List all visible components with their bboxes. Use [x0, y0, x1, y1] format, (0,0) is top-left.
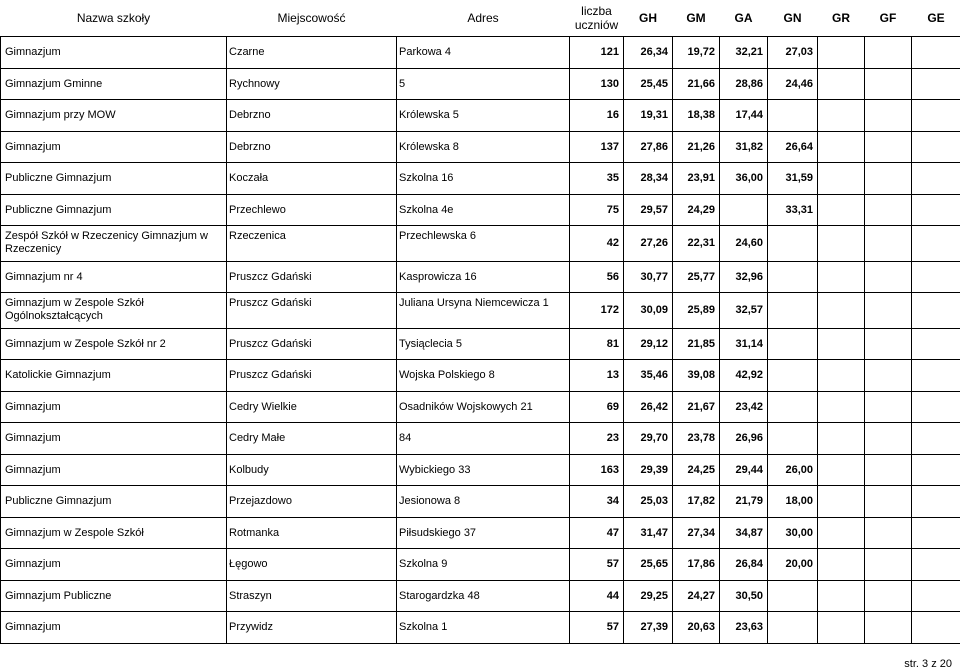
address-cell: Juliana Ursyna Niemcewicza 1	[397, 293, 570, 329]
address-cell: Szkolna 4e	[397, 194, 570, 226]
ge-cell	[912, 549, 960, 581]
gm-cell: 27,34	[673, 517, 720, 549]
town-cell: Cedry Wielkie	[227, 391, 397, 423]
address-cell: Jesionowa 8	[397, 486, 570, 518]
school-name-cell: Gimnazjum	[1, 612, 227, 644]
student-count-cell: 42	[570, 226, 624, 262]
address-cell: Królewska 5	[397, 100, 570, 132]
header-town: Miejscowość	[277, 11, 346, 25]
gm-cell: 21,67	[673, 391, 720, 423]
town-cell: Debrzno	[227, 131, 397, 163]
gh-cell: 30,77	[624, 261, 673, 293]
gf-cell	[865, 131, 912, 163]
ga-cell: 26,96	[720, 423, 768, 455]
address-cell: Przechlewska 6	[397, 226, 570, 262]
ga-cell: 23,42	[720, 391, 768, 423]
school-name-cell: Gimnazjum Publiczne	[1, 580, 227, 612]
gh-cell: 26,34	[624, 37, 673, 69]
gf-cell	[865, 226, 912, 262]
ge-cell	[912, 360, 960, 392]
address-cell: 5	[397, 68, 570, 100]
address-cell: Kasprowicza 16	[397, 261, 570, 293]
student-count-cell: 13	[570, 360, 624, 392]
address-cell: Tysiąclecia 5	[397, 328, 570, 360]
town-cell: Straszyn	[227, 580, 397, 612]
gf-cell	[865, 423, 912, 455]
ga-cell: 30,50	[720, 580, 768, 612]
school-name-cell: Publiczne Gimnazjum	[1, 163, 227, 195]
ga-cell: 32,57	[720, 293, 768, 329]
header-address: Adres	[467, 11, 499, 25]
ga-cell: 32,96	[720, 261, 768, 293]
address-cell: Starogardzka 48	[397, 580, 570, 612]
ge-cell	[912, 423, 960, 455]
town-cell: Pruszcz Gdański	[227, 360, 397, 392]
gm-cell: 17,82	[673, 486, 720, 518]
gh-cell: 25,45	[624, 68, 673, 100]
ga-cell: 23,63	[720, 612, 768, 644]
gn-cell	[768, 261, 818, 293]
gm-cell: 18,38	[673, 100, 720, 132]
header-ga: GA	[734, 11, 753, 25]
gm-cell: 25,89	[673, 293, 720, 329]
student-count-cell: 56	[570, 261, 624, 293]
town-cell: Przywidz	[227, 612, 397, 644]
gf-cell	[865, 454, 912, 486]
gn-cell: 33,31	[768, 194, 818, 226]
address-cell: Piłsudskiego 37	[397, 517, 570, 549]
ga-cell: 17,44	[720, 100, 768, 132]
table-row	[1, 261, 960, 293]
gm-cell: 23,91	[673, 163, 720, 195]
gn-cell: 18,00	[768, 486, 818, 518]
gh-cell: 29,57	[624, 194, 673, 226]
header-row	[1, 0, 960, 37]
school-name-cell: Gimnazjum	[1, 454, 227, 486]
ga-cell: 28,86	[720, 68, 768, 100]
ga-cell: 29,44	[720, 454, 768, 486]
gm-cell: 24,29	[673, 194, 720, 226]
header-gf: GF	[879, 11, 897, 25]
ge-cell	[912, 486, 960, 518]
gf-cell	[865, 549, 912, 581]
ge-cell	[912, 37, 960, 69]
table-row	[1, 454, 960, 486]
table-row	[1, 486, 960, 518]
town-cell: Kolbudy	[227, 454, 397, 486]
gh-cell: 27,26	[624, 226, 673, 262]
gf-cell	[865, 328, 912, 360]
gr-cell	[818, 580, 865, 612]
gm-cell: 19,72	[673, 37, 720, 69]
town-cell: Debrzno	[227, 100, 397, 132]
gn-cell	[768, 226, 818, 262]
gm-cell: 23,78	[673, 423, 720, 455]
gn-cell: 26,64	[768, 131, 818, 163]
student-count-cell: 81	[570, 328, 624, 360]
ge-cell	[912, 226, 960, 262]
address-cell: Szkolna 9	[397, 549, 570, 581]
table-row	[1, 68, 960, 100]
ge-cell	[912, 163, 960, 195]
gr-cell	[818, 328, 865, 360]
gr-cell	[818, 517, 865, 549]
student-count-cell: 69	[570, 391, 624, 423]
student-count-cell: 172	[570, 293, 624, 329]
ga-cell: 31,14	[720, 328, 768, 360]
student-count-cell: 16	[570, 100, 624, 132]
gh-cell: 19,31	[624, 100, 673, 132]
gm-cell: 21,85	[673, 328, 720, 360]
gn-cell: 30,00	[768, 517, 818, 549]
gf-cell	[865, 293, 912, 329]
gm-cell: 24,27	[673, 580, 720, 612]
table-row	[1, 194, 960, 226]
gf-cell	[865, 100, 912, 132]
table-row	[1, 131, 960, 163]
gh-cell: 26,42	[624, 391, 673, 423]
table-row	[1, 328, 960, 360]
ge-cell	[912, 612, 960, 644]
ga-cell: 36,00	[720, 163, 768, 195]
gh-cell: 29,70	[624, 423, 673, 455]
gf-cell	[865, 163, 912, 195]
town-cell: Pruszcz Gdański	[227, 261, 397, 293]
gm-cell: 21,26	[673, 131, 720, 163]
address-cell: Wojska Polskiego 8	[397, 360, 570, 392]
ga-cell: 26,84	[720, 549, 768, 581]
gm-cell: 25,77	[673, 261, 720, 293]
gf-cell	[865, 612, 912, 644]
school-name-cell: Gimnazjum	[1, 423, 227, 455]
gn-cell	[768, 360, 818, 392]
student-count-cell: 34	[570, 486, 624, 518]
gh-cell: 35,46	[624, 360, 673, 392]
gn-cell: 20,00	[768, 549, 818, 581]
school-name-cell: Gimnazjum	[1, 391, 227, 423]
school-name-cell: Publiczne Gimnazjum	[1, 194, 227, 226]
ge-cell	[912, 580, 960, 612]
header-count: liczba uczniów	[574, 4, 619, 32]
gm-cell: 20,63	[673, 612, 720, 644]
gf-cell	[865, 517, 912, 549]
table-row	[1, 423, 960, 455]
gf-cell	[865, 360, 912, 392]
address-cell: Szkolna 16	[397, 163, 570, 195]
town-cell: Rychnowy	[227, 68, 397, 100]
ga-cell: 42,92	[720, 360, 768, 392]
header-ge: GE	[927, 11, 945, 25]
header-gm: GM	[686, 11, 706, 25]
student-count-cell: 35	[570, 163, 624, 195]
table-row	[1, 163, 960, 195]
gr-cell	[818, 423, 865, 455]
town-cell: Pruszcz Gdański	[227, 293, 397, 329]
town-cell: Pruszcz Gdański	[227, 328, 397, 360]
gh-cell: 31,47	[624, 517, 673, 549]
gn-cell: 27,03	[768, 37, 818, 69]
town-cell: Przechlewo	[227, 194, 397, 226]
school-name-cell: Gimnazjum w Zespole Szkół	[1, 517, 227, 549]
student-count-cell: 121	[570, 37, 624, 69]
gf-cell	[865, 391, 912, 423]
student-count-cell: 163	[570, 454, 624, 486]
student-count-cell: 47	[570, 517, 624, 549]
gh-cell: 27,86	[624, 131, 673, 163]
school-name-cell: Gimnazjum	[1, 131, 227, 163]
address-cell: Królewska 8	[397, 131, 570, 163]
ge-cell	[912, 391, 960, 423]
ge-cell	[912, 100, 960, 132]
table-body	[1, 37, 960, 644]
gf-cell	[865, 37, 912, 69]
school-name-cell: Gimnazjum w Zespole Szkół nr 2	[1, 328, 227, 360]
ge-cell	[912, 131, 960, 163]
gh-cell: 25,65	[624, 549, 673, 581]
gm-cell: 17,86	[673, 549, 720, 581]
ga-cell	[720, 194, 768, 226]
school-name-cell: Gimnazjum	[1, 37, 227, 69]
ga-cell: 21,79	[720, 486, 768, 518]
header-gh: GH	[639, 11, 657, 25]
gr-cell	[818, 612, 865, 644]
gr-cell	[818, 194, 865, 226]
gr-cell	[818, 454, 865, 486]
gr-cell	[818, 37, 865, 69]
table-row	[1, 293, 960, 329]
address-cell: Szkolna 1	[397, 612, 570, 644]
gr-cell	[818, 486, 865, 518]
school-name-cell: Gimnazjum w Zespole Szkół Ogólnokształcących	[1, 293, 227, 329]
town-cell: Cedry Małe	[227, 423, 397, 455]
gn-cell	[768, 328, 818, 360]
gn-cell: 24,46	[768, 68, 818, 100]
gr-cell	[818, 226, 865, 262]
table-row	[1, 580, 960, 612]
header-gr: GR	[832, 11, 850, 25]
town-cell: Przejazdowo	[227, 486, 397, 518]
gh-cell: 29,12	[624, 328, 673, 360]
ga-cell: 31,82	[720, 131, 768, 163]
address-cell: Parkowa 4	[397, 37, 570, 69]
gr-cell	[818, 293, 865, 329]
gr-cell	[818, 163, 865, 195]
header-name: Nazwa szkoły	[76, 11, 151, 25]
table-row	[1, 612, 960, 644]
gh-cell: 29,25	[624, 580, 673, 612]
gr-cell	[818, 549, 865, 581]
school-name-cell: Gimnazjum nr 4	[1, 261, 227, 293]
gn-cell: 31,59	[768, 163, 818, 195]
town-cell: Koczała	[227, 163, 397, 195]
gr-cell	[818, 131, 865, 163]
gf-cell	[865, 194, 912, 226]
school-name-cell: Katolickie Gimnazjum	[1, 360, 227, 392]
gr-cell	[818, 360, 865, 392]
gn-cell	[768, 293, 818, 329]
ge-cell	[912, 293, 960, 329]
gf-cell	[865, 68, 912, 100]
gm-cell: 21,66	[673, 68, 720, 100]
student-count-cell: 57	[570, 612, 624, 644]
gr-cell	[818, 261, 865, 293]
gr-cell	[818, 391, 865, 423]
gh-cell: 30,09	[624, 293, 673, 329]
ge-cell	[912, 328, 960, 360]
student-count-cell: 23	[570, 423, 624, 455]
school-name-cell: Publiczne Gimnazjum	[1, 486, 227, 518]
ge-cell	[912, 517, 960, 549]
gn-cell	[768, 580, 818, 612]
town-cell: Łęgowo	[227, 549, 397, 581]
ga-cell: 24,60	[720, 226, 768, 262]
gm-cell: 39,08	[673, 360, 720, 392]
gn-cell	[768, 391, 818, 423]
town-cell: Rzeczenica	[227, 226, 397, 262]
ge-cell	[912, 261, 960, 293]
table-row	[1, 360, 960, 392]
student-count-cell: 75	[570, 194, 624, 226]
gn-cell	[768, 612, 818, 644]
page-footer: str. 3 z 20	[904, 658, 952, 670]
student-count-cell: 137	[570, 131, 624, 163]
gr-cell	[818, 68, 865, 100]
gf-cell	[865, 580, 912, 612]
gr-cell	[818, 100, 865, 132]
student-count-cell: 130	[570, 68, 624, 100]
school-name-cell: Gimnazjum	[1, 549, 227, 581]
address-cell: Osadników Wojskowych 21	[397, 391, 570, 423]
ge-cell	[912, 194, 960, 226]
gh-cell: 25,03	[624, 486, 673, 518]
table-row	[1, 549, 960, 581]
ge-cell	[912, 454, 960, 486]
town-cell: Czarne	[227, 37, 397, 69]
school-name-cell: Zespół Szkół w Rzeczenicy Gimnazjum w Rzeczenicy	[1, 226, 227, 262]
gh-cell: 29,39	[624, 454, 673, 486]
gm-cell: 22,31	[673, 226, 720, 262]
table-row	[1, 517, 960, 549]
header-gn: GN	[783, 11, 802, 25]
gn-cell: 26,00	[768, 454, 818, 486]
ga-cell: 34,87	[720, 517, 768, 549]
gf-cell	[865, 486, 912, 518]
table-row	[1, 37, 960, 69]
gn-cell	[768, 100, 818, 132]
gh-cell: 28,34	[624, 163, 673, 195]
gf-cell	[865, 261, 912, 293]
table-row	[1, 391, 960, 423]
ge-cell	[912, 68, 960, 100]
town-cell: Rotmanka	[227, 517, 397, 549]
table-row	[1, 226, 960, 262]
student-count-cell: 44	[570, 580, 624, 612]
ga-cell: 32,21	[720, 37, 768, 69]
table-row	[1, 100, 960, 132]
gh-cell: 27,39	[624, 612, 673, 644]
gn-cell	[768, 423, 818, 455]
address-cell: Wybickiego 33	[397, 454, 570, 486]
address-cell: 84	[397, 423, 570, 455]
school-name-cell: Gimnazjum Gminne	[1, 68, 227, 100]
gm-cell: 24,25	[673, 454, 720, 486]
student-count-cell: 57	[570, 549, 624, 581]
school-name-cell: Gimnazjum przy MOW	[1, 100, 227, 132]
